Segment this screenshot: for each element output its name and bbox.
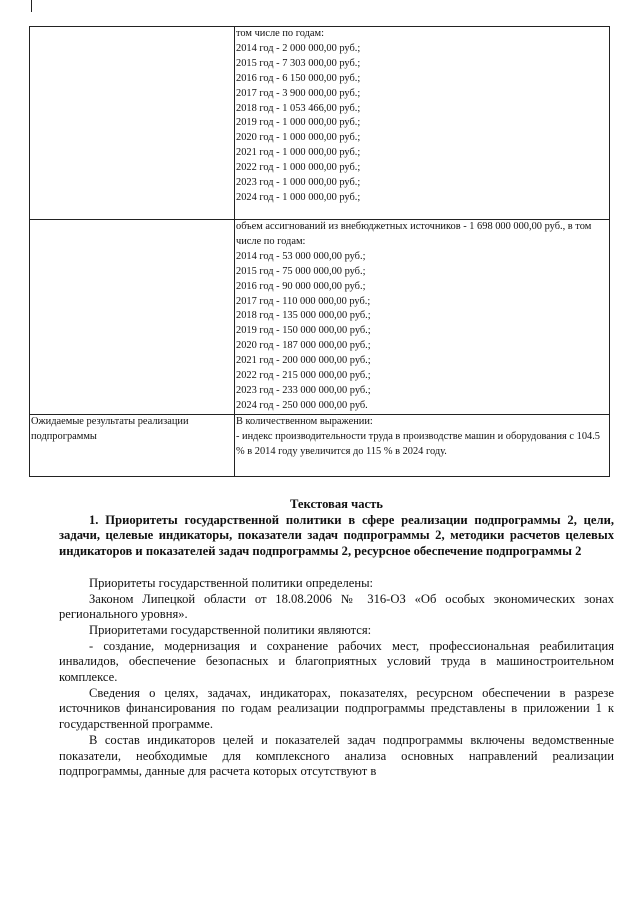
page-edge-mark	[31, 0, 32, 12]
paragraph-priorities-are: Приоритетами государственной политики являются:	[89, 622, 372, 637]
year-amount-line: 2024 год - 1 000 000,00 руб.;	[236, 191, 361, 203]
year-amount-line: 2022 год - 1 000 000,00 руб.;	[236, 162, 361, 174]
extrabudget-years-list	[236, 250, 608, 414]
table-row	[30, 27, 610, 220]
year-amount-line: 2014 год - 2 000 000,00 руб.;	[236, 42, 361, 54]
text-section	[59, 497, 614, 780]
year-amount-line: 2015 год - 7 303 000,00 руб.;	[236, 57, 361, 69]
expected-results-label: Ожидаемые результаты реализации подпрограммы	[30, 414, 235, 476]
table-cell-empty	[30, 27, 235, 220]
year-amount-line: 2017 год - 3 900 000,00 руб.;	[236, 87, 361, 99]
section-heading: 1. Приоритеты государственной политики в сфере реализации подпрограммы 2, цели, задачи, целевые индикаторы, показатели задач подпрограммы 2, методики расчетов целевых индикаторов и показателей задач подпрограммы 2, ресурсное обеспечение подпрограммы 2	[59, 512, 614, 559]
year-amount-line: 2019 год - 1 000 000,00 руб.;	[236, 117, 361, 129]
table-cell-empty	[30, 220, 235, 415]
expected-results-cell	[235, 414, 610, 476]
year-amount-line: 2023 год - 233 000 000,00 руб.;	[236, 384, 371, 396]
budget-years-cell	[235, 27, 610, 220]
year-amount-line: 2016 год - 6 150 000,00 руб.;	[236, 72, 361, 84]
table-row	[30, 414, 610, 476]
year-amount-line: 2017 год - 110 000 000,00 руб.;	[236, 295, 371, 307]
paragraph-goals-info: Сведения о целях, задачах, индикаторах, показателях, ресурсном обеспечении в разрезе источников финансирования по годам реализации подпрограммы представлены в приложении 1 к государственной программе.	[59, 685, 614, 732]
paragraph-priorities-defined: Приоритеты государственной политики определены:	[89, 575, 374, 590]
budget-years-intro: том числе по годам:	[236, 28, 324, 39]
year-amount-line: 2021 год - 1 000 000,00 руб.;	[236, 147, 361, 159]
year-amount-line: 2015 год - 75 000 000,00 руб.;	[236, 265, 366, 277]
year-amount-line: 2022 год - 215 000 000,00 руб.;	[236, 370, 371, 382]
year-amount-line: 2021 год - 200 000 000,00 руб.;	[236, 355, 371, 367]
subprogram-passport-table	[29, 26, 610, 477]
year-amount-line: 2019 год - 150 000 000,00 руб.;	[236, 325, 371, 337]
year-amount-line: 2014 год - 53 000 000,00 руб.;	[236, 250, 366, 262]
year-amount-line: 2018 год - 1 053 466,00 руб.;	[236, 102, 361, 114]
expected-results-heading: В количественном выражении:	[236, 415, 373, 427]
paragraph-law-reference: Законом Липецкой области от 18.08.2006 № 316-ОЗ «Об особых экономических зонах регионального уровня».	[59, 591, 614, 622]
year-amount-line: 2024 год - 250 000 000,00 руб.	[236, 399, 368, 411]
year-amount-line: 2016 год - 90 000 000,00 руб.;	[236, 280, 366, 292]
section-title: Текстовая часть	[290, 497, 383, 511]
year-amount-line: 2023 год - 1 000 000,00 руб.;	[236, 177, 361, 189]
expected-results-text: - индекс производительности труда в производстве машин и оборудования с 104.5 % в 2014 году увеличится до 115 % в 2024 году.	[236, 430, 600, 457]
paragraph-priorities-list: - создание, модернизация и сохранение рабочих мест, профессиональная реабилитация инвалидов, обеспечение безопасных и благоприятных условий труда в машиностроительном комплексе.	[59, 638, 614, 685]
extrabudget-intro: объем ассигнований из внебюджетных источников - 1 698 000 000,00 руб., в том числе по годам:	[236, 221, 592, 247]
extrabudget-cell	[235, 220, 610, 415]
year-amount-line: 2020 год - 1 000 000,00 руб.;	[236, 132, 361, 144]
paragraph-indicators: В состав индикаторов целей и показателей задач подпрограммы включены ведомственные показатели, необходимые для комплексного анализа основных направлений реализации подпрограммы, данные для расчета которых отсутствуют в	[59, 732, 614, 779]
budget-years-list	[236, 42, 608, 206]
year-amount-line: 2020 год - 187 000 000,00 руб.;	[236, 340, 371, 352]
year-amount-line: 2018 год - 135 000 000,00 руб.;	[236, 310, 371, 322]
table-row	[30, 220, 610, 415]
